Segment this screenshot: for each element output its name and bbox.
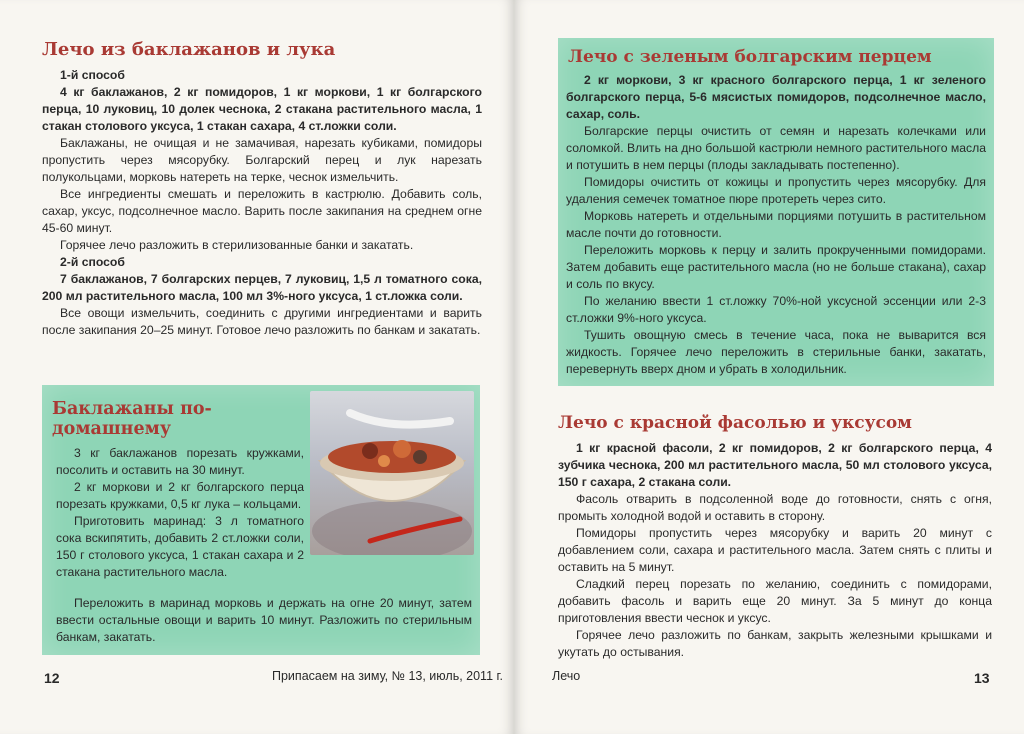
recipe-box-homestyle-eggplant	[42, 385, 480, 655]
eggplant-dish-photo	[310, 391, 474, 555]
right-page	[514, 0, 1024, 734]
page-number: 13	[974, 670, 990, 686]
recipe-body	[42, 67, 482, 339]
recipe-paragraph: Баклажаны, не очищая и не замачивая, нарезать кубиками, помидоры пропустить через мясорубку. Болгарский перец и лук нарезать полукольцами, морковь натереть на терке, чеснок измельчить.	[42, 135, 482, 184]
recipe-paragraph: Помидоры пропустить через мясорубку и варить 20 минут с добавлением соли, сахара и растительного масла. Затем снять с плиты и оставить на 5 минут.	[558, 525, 992, 574]
recipe-eggplant-onion-lecho	[42, 40, 482, 339]
recipe-paragraph: 2 кг моркови, 3 кг красного болгарского перца, 1 кг зеленого болгарского перца, 5-6 мясистых помидоров, подсолнечное масло, сахар, соль.	[566, 73, 986, 121]
recipe-paragraph: 4 кг баклажанов, 2 кг помидоров, 1 кг моркови, 1 кг болгарского перца, 10 луковиц, 10 долек чеснока, 2 стакана растительного масла, 1 стакан столового уксуса, 1 стакан сахара, 4 ст.ложки соли.	[42, 84, 482, 133]
recipe-box-green-pepper-lecho	[558, 38, 994, 386]
recipe-paragraph: Все овощи измельчить, соединить с другими ингредиентами и варить после закипания 20–25 минут. Готовое лечо разложить по банкам и закатать.	[42, 305, 482, 337]
recipe-body-wide	[56, 595, 472, 646]
recipe-paragraph: По желанию ввести 1 ст.ложку 70%-ной уксусной эссенции или 2-3 ст.ложки 9%-ного уксуса.	[566, 294, 986, 325]
recipe-paragraph: 1-й способ	[60, 67, 125, 82]
recipe-body	[566, 72, 986, 378]
bowl-illustration-icon	[310, 391, 474, 555]
recipe-paragraph: Помидоры очистить от кожицы и пропустить через мясорубку. Для удаления семечек томатное пюре протереть через сито.	[566, 175, 986, 206]
recipe-paragraph: Тушить овощную смесь в течение часа, пока не выварится вся жидкость. Горячее лечо переложить в стерильные банки, закатать, перевернуть вверх дном и убрать в холодильник.	[566, 328, 986, 376]
recipe-paragraph: Сладкий перец порезать по желанию, соединить с помидорами, добавить фасоль и варить еще 20 минут. За 5 минут до конца приготовления ввести чеснок и уксус.	[558, 576, 992, 625]
recipe-paragraph: 1 кг красной фасоли, 2 кг помидоров, 2 кг болгарского перца, 4 зубчика чеснока, 200 мл растительного масла, 50 мл столового уксуса, 150 г сахара, 2 стакана соли.	[558, 440, 992, 489]
recipe-title: Лечо с красной фасолью и уксусом	[558, 413, 912, 433]
recipe-body-narrow	[56, 445, 304, 581]
recipe-paragraph: Все ингредиенты смешать и переложить в кастрюлю. Добавить соль, сахар, уксус, подсолнечное масло. Варить после закипания на среднем огне 45-60 минут.	[42, 186, 482, 235]
recipe-paragraph: Приготовить маринад: 3 л томатного сока вскипятить, добавить 2 ст.ложки соли, 150 г столового уксуса, 1 стакан сахара и 2 стакана растительного масла.	[56, 514, 304, 579]
page-footer: Припасаем на зиму, № 13, июль, 2011 г.	[272, 669, 504, 683]
recipe-title: Лечо из баклажанов и лука	[42, 39, 336, 60]
page-number: 12	[44, 670, 60, 686]
recipe-paragraph: Горячее лечо разложить по банкам, закрыть железными крышками и укутать до остывания.	[558, 627, 992, 659]
recipe-title: Лечо с зеленым болгарским перцем	[568, 47, 932, 67]
recipe-paragraph: Морковь натереть и отдельными порциями потушить в растительном масле почти до готовности.	[566, 209, 986, 240]
recipe-paragraph: Переложить морковь к перцу и залить прокрученными помидорами. Затем добавить еще растительного масла (но не больше стакана), сахар и соль по вкусу.	[566, 243, 986, 291]
page-footer: Лечо	[552, 669, 581, 683]
recipe-paragraph: 2-й способ	[60, 254, 125, 269]
recipe-body	[558, 440, 992, 661]
recipe-paragraph: Болгарские перцы очистить от семян и нарезать колечками или соломкой. Влить на дно большой кастрюли немного растительного масла и потушить в нем перцы (плоды закладывать постепенно).	[566, 124, 986, 172]
recipe-paragraph: Горячее лечо разложить в стерилизованные банки и закатать.	[60, 237, 414, 252]
recipe-red-bean-lecho	[558, 414, 992, 661]
recipe-paragraph: 7 баклажанов, 7 болгарских перцев, 7 луковиц, 1,5 л томатного сока, 200 мл растительного масла, 100 мл 3%-ного уксуса, 1 ст.ложка соли.	[42, 271, 482, 303]
recipe-paragraph: 2 кг моркови и 2 кг болгарского перца порезать кружками, 0,5 кг лука – кольцами.	[56, 480, 304, 511]
recipe-paragraph: Переложить в маринад морковь и держать на огне 20 минут, затем ввести остальные овощи и варить 10 минут. Разложить по стерильным банкам, закатать.	[56, 596, 472, 644]
recipe-paragraph: Фасоль отварить в подсоленной воде до готовности, снять с огня, промыть холодной водой и оставить в сторону.	[558, 491, 992, 523]
recipe-title: Баклажаны по-домашнему	[52, 399, 212, 440]
recipe-paragraph: 3 кг баклажанов порезать кружками, посолить и оставить на 30 минут.	[56, 446, 304, 477]
